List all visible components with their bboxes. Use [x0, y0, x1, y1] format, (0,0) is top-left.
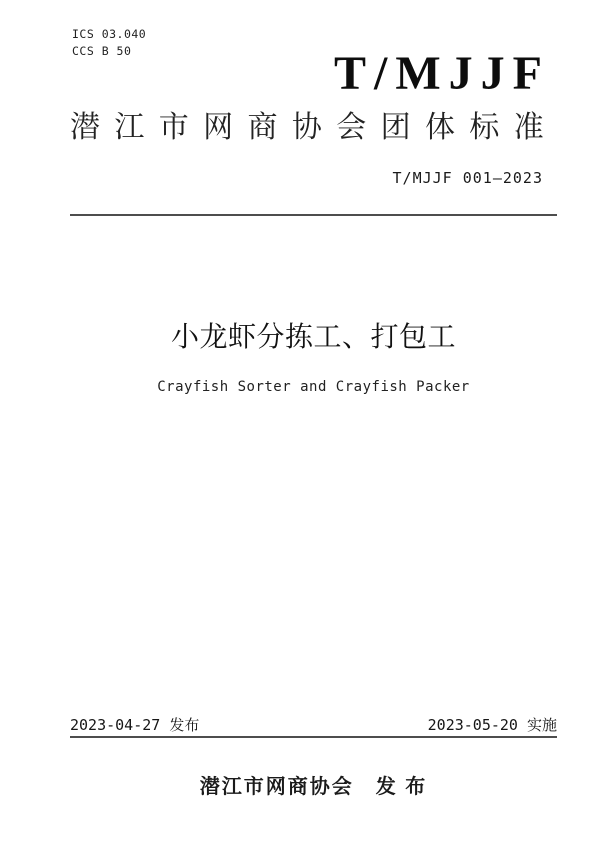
ics-code: ICS 03.040 [72, 27, 147, 41]
classification-codes [72, 26, 146, 60]
ccs-code: CCS B 50 [72, 44, 132, 58]
title-chinese: 小龙虾分拣工、打包工 [170, 321, 456, 352]
footer-divider [70, 736, 557, 738]
implement-date: 2023-05-20 实施 [427, 716, 557, 734]
standard-mark-logo: T/MJJF [334, 47, 550, 100]
doc-number: T/MJJF 001—2023 [392, 169, 543, 187]
dates-row [70, 714, 557, 735]
title-english: Crayfish Sorter and Crayfish Packer [157, 379, 470, 395]
publisher-line: 潜江市网商协会 发 布 [199, 776, 428, 798]
header-divider [70, 214, 557, 216]
org-standard-heading: 潜江市网商协会团体标准 [70, 111, 557, 144]
issue-date: 2023-04-27 发布 [70, 716, 200, 734]
